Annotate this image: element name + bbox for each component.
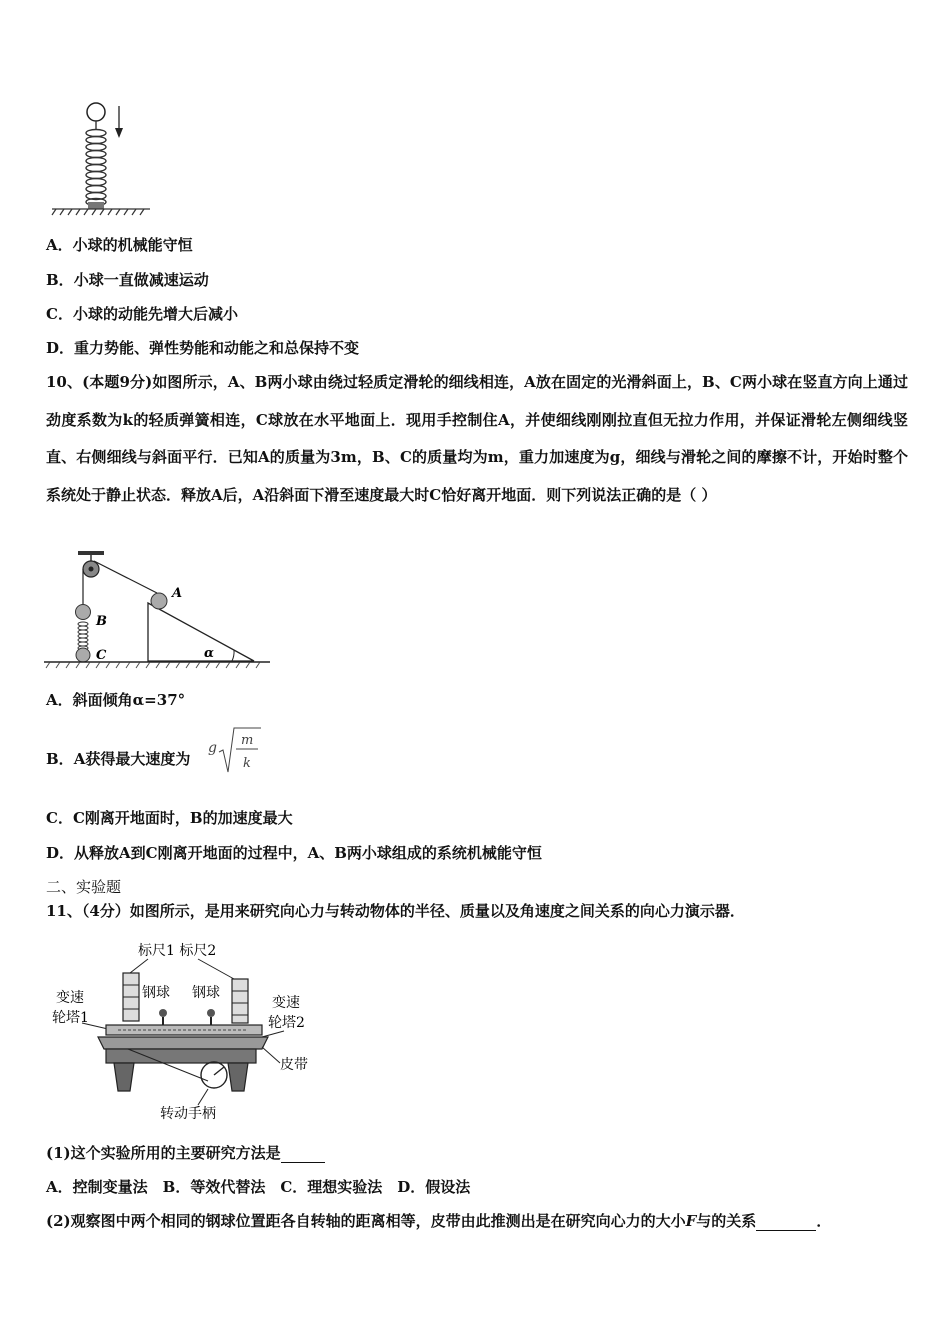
q11-sub2: (2)观察图中两个相同的钢球位置距各自转轴的距离相等，皮带由此推测出是在研究向心力的大小F与的关系 ．	[46, 1212, 832, 1230]
tower1-label-2: 轮塔1	[52, 1010, 89, 1026]
q10-stem: 10、(本题9分)如图所示，A、B两小球由绕过轻质定滑轮的细线相连，A放在固定的光滑斜面上，B、C两小球在竖直方向上通过劲度系数为k的轻质弹簧相连，C球放在水平地面上．现用手控制住A，并使细线刚刚拉直但无拉力作用，并保证滑轮左侧细线竖直、右侧细线与斜面平行．已知A的质量为3m，B、C的质量均为m，重力加速度为g，细线与滑轮之间的摩擦不计，开始时整个系统处于静止状态．释放A后，A沿斜面下滑至速度最大时C恰好离开地面．则下列说法正确的是（ ）	[46, 373, 908, 504]
q9-option-c: C．小球的动能先增大后减小	[46, 305, 238, 323]
ball-label-1: 钢球	[142, 985, 170, 1001]
answer-blank-1[interactable]	[281, 1146, 325, 1163]
ball-b	[76, 605, 91, 620]
centripetal-demonstrator-figure	[48, 937, 328, 1127]
label-alpha: α	[204, 646, 215, 661]
answer-blank-2[interactable]	[756, 1214, 816, 1231]
q11-stem: 11、（4分）如图所示，是用来研究向心力与转动物体的半径、质量以及角速度之间关系的向心力演示器．	[46, 902, 745, 920]
sqrt-formula	[205, 722, 263, 778]
label-a: A	[172, 586, 183, 601]
q10-option-a: A．斜面倾角α=37°	[46, 691, 186, 709]
q9-option-b: B．小球一直做减速运动	[46, 271, 209, 289]
rotating-plate	[106, 1025, 262, 1035]
steel-ball-1	[159, 1009, 167, 1017]
q10-option-c: C．C刚离开地面时，B的加速度最大	[46, 809, 293, 827]
q11-sub1-options: A．控制变量法 B．等效代替法 C．理想实验法 D．假设法	[46, 1178, 471, 1196]
pulley-incline-figure	[44, 549, 274, 673]
label-b: B	[96, 614, 107, 629]
spring-bc	[78, 622, 88, 650]
svg-text:m: m	[241, 733, 254, 748]
q10-option-b: B．A获得最大速度为	[46, 750, 191, 768]
belt-label: 皮带	[280, 1057, 308, 1073]
q11-sub1: (1)这个实验所用的主要研究方法是	[46, 1143, 325, 1163]
steel-ball-2	[207, 1009, 215, 1017]
ball-label-2: 钢球	[192, 985, 220, 1001]
ruler-2	[232, 979, 248, 1023]
string-incline	[94, 561, 157, 593]
spring-ball-figure	[48, 98, 158, 220]
q9-option-a: A．小球的机械能守恒	[46, 236, 193, 254]
ball-c	[76, 648, 90, 662]
svg-text:k: k	[243, 756, 251, 771]
q10-option-d: D．从释放A到C刚离开地面的过程中，A、B两小球组成的系统机械能守恒	[46, 844, 542, 862]
tower2-label-2: 轮塔2	[268, 1015, 305, 1031]
tower1-label-1: 变速	[56, 990, 84, 1006]
q9-option-d: D．重力势能、弹性势能和动能之和总保持不变	[46, 339, 360, 357]
tower2-label-1: 变速	[272, 995, 300, 1011]
handle-label: 转动手柄	[160, 1106, 216, 1122]
label-c: C	[96, 648, 107, 663]
ground	[52, 209, 150, 215]
ruler-labels: 标尺1 标尺2	[138, 943, 217, 959]
spring	[86, 121, 106, 206]
ruler-1	[123, 973, 139, 1021]
base	[98, 1037, 268, 1091]
section-title: 二、实验题	[46, 878, 122, 896]
ball	[87, 103, 105, 121]
svg-text:g: g	[208, 740, 217, 756]
incline	[148, 603, 254, 661]
ball-a	[151, 593, 167, 609]
